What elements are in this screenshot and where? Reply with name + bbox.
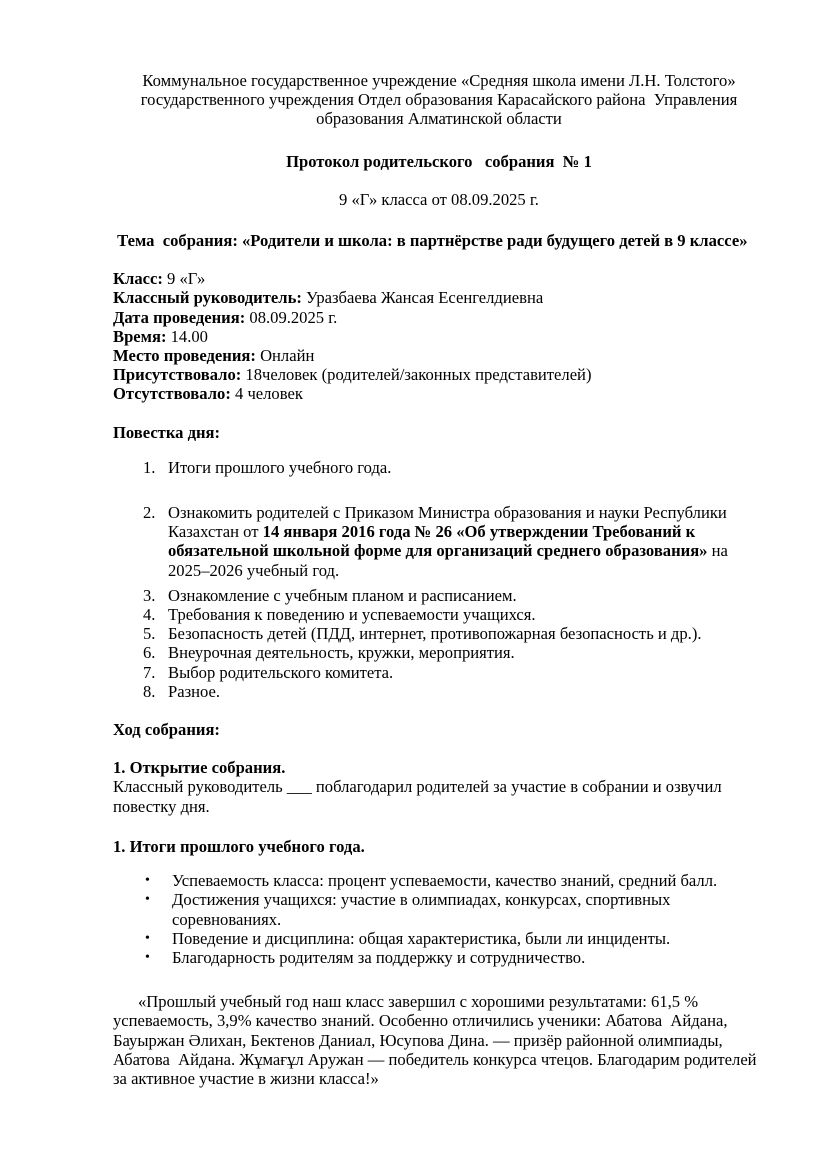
detail-value: Уразбаева Жансая Есенгелдиевна xyxy=(301,288,544,308)
item-text: Безопасность детей (ПДД, интернет, противопожарная безопасность и др.). xyxy=(168,624,702,644)
meeting-details xyxy=(113,269,765,403)
item-text: Разное. xyxy=(168,681,221,701)
detail-label: Дата проведения: xyxy=(113,307,246,327)
item-number: 7. xyxy=(143,662,156,682)
detail-row xyxy=(113,365,765,384)
item-number: 8. xyxy=(143,681,156,701)
detail-value: 14.00 xyxy=(166,326,208,346)
bullet-marker-icon: • xyxy=(145,949,150,965)
detail-row xyxy=(113,327,765,346)
agenda-item-5 xyxy=(113,624,765,643)
item-text: Требования к поведению и успеваемости учащихся. xyxy=(168,605,536,625)
item-text: Выбор родительского комитета. xyxy=(168,662,394,682)
detail-label: Класс: xyxy=(113,269,163,289)
detail-value: 18человек (родителей/законных представителей) xyxy=(241,365,592,385)
detail-row xyxy=(113,308,765,327)
bullet-item xyxy=(113,948,765,967)
detail-value: Онлайн xyxy=(255,346,315,366)
item-number: 2. xyxy=(143,503,156,523)
bullet-marker-icon: • xyxy=(145,930,150,946)
detail-row xyxy=(113,384,765,403)
closing-quote-paragraph: «Прошлый учебный год наш класс завершил с хорошими результатами: 61,5 % успеваемость, 3,9% качество знаний. Особенно отличились ученики: Абатова Айдана, Бауыржан Әлихан, Бектенов Даниал, Юсупова Дина. — призёр районной олимпиады, Абатова Айдана. Жұмағұл Аружан — победитель конкурса чтецов. Благодарим родителей за активное участие в жизни класса!» xyxy=(113,992,761,1088)
detail-label: Отсутствовало: xyxy=(113,384,231,404)
class-date-line: 9 «Г» класса от 08.09.2025 г. xyxy=(339,189,539,209)
bullet-marker-icon: • xyxy=(145,892,150,908)
org-header-line: образования Алматинской области xyxy=(316,109,562,129)
detail-value: 4 человек xyxy=(230,384,303,404)
detail-label: Место проведения: xyxy=(113,346,256,366)
detail-value: 9 «Г» xyxy=(162,269,206,289)
detail-value: 08.09.2025 г. xyxy=(245,307,338,327)
item-text-normal: на 2025–2026 учебный год. xyxy=(168,541,733,580)
bullet-item xyxy=(113,871,765,890)
item-text: Ознакомление с учебным планом и расписанием. xyxy=(168,585,517,605)
detail-label: Присутствовало: xyxy=(113,365,242,385)
proceedings-heading: Ход собрания: xyxy=(113,720,220,740)
agenda-item-7 xyxy=(113,663,765,682)
org-header-line: государственного учреждения Отдел образования Карасайского района Управления xyxy=(140,90,738,110)
item-number: 4. xyxy=(143,605,156,625)
agenda-heading: Повестка дня: xyxy=(113,422,221,442)
item-number: 5. xyxy=(143,624,156,644)
detail-row xyxy=(113,346,765,365)
meeting-theme: Тема собрания: «Родители и школа: в партнёрстве ради будущего детей в 9 классе» xyxy=(113,231,748,251)
item-text-bold: 14 января 2016 года № 26 «Об утверждении Требований к обязательной школьной форме для организаций среднего образования» xyxy=(168,522,708,561)
agenda-item-2 xyxy=(113,503,765,580)
bullet-text: Успеваемость класса: процент успеваемости, качество знаний, средний балл. xyxy=(172,871,718,891)
agenda-item-8 xyxy=(113,682,765,701)
opening-section-heading: 1. Открытие собрания. xyxy=(113,758,286,778)
bullet-text: Благодарность родителям за поддержку и сотрудничество. xyxy=(172,947,586,967)
bullet-marker-icon: • xyxy=(145,873,150,889)
item-text: Внеурочная деятельность, кружки, мероприятия. xyxy=(168,643,515,663)
bullet-text: Поведение и дисциплина: общая характеристика, были ли инциденты. xyxy=(172,928,671,948)
detail-row xyxy=(113,288,765,307)
item-number: 1. xyxy=(143,457,156,477)
item-text: Итоги прошлого учебного года. xyxy=(168,457,392,477)
detail-label: Время: xyxy=(113,326,167,346)
bullet-text: Достижения учащихся: участие в олимпиадах, конкурсах, спортивных соревнованиях. xyxy=(172,890,675,929)
item-number: 6. xyxy=(143,643,156,663)
document-content xyxy=(113,71,765,1088)
agenda-item-1 xyxy=(113,458,765,477)
results-section-heading: 1. Итоги прошлого учебного года. xyxy=(113,836,365,856)
protocol-title: Протокол родительского собрания № 1 xyxy=(286,151,592,171)
opening-paragraph: Классный руководитель ___ поблагодарил родителей за участие в собрании и озвучил повестку дня. xyxy=(113,777,726,816)
detail-label: Классный руководитель: xyxy=(113,288,302,308)
agenda-item-6 xyxy=(113,643,765,662)
item-text xyxy=(168,503,765,580)
org-header xyxy=(113,71,765,129)
agenda-item-3 xyxy=(113,586,765,605)
item-text-normal: Ознакомить родителей с Приказом Министра образования и науки Республики Казахстан от xyxy=(168,503,731,542)
results-bullet-list xyxy=(113,871,765,967)
detail-row xyxy=(113,269,765,288)
item-number: 3. xyxy=(143,585,156,605)
bullet-item xyxy=(113,929,765,948)
org-header-line: Коммунальное государственное учреждение «Средняя школа имени Л.Н. Толстого» xyxy=(142,71,736,90)
agenda-item-4 xyxy=(113,605,765,624)
agenda-list xyxy=(113,458,765,701)
bullet-item xyxy=(113,890,765,928)
